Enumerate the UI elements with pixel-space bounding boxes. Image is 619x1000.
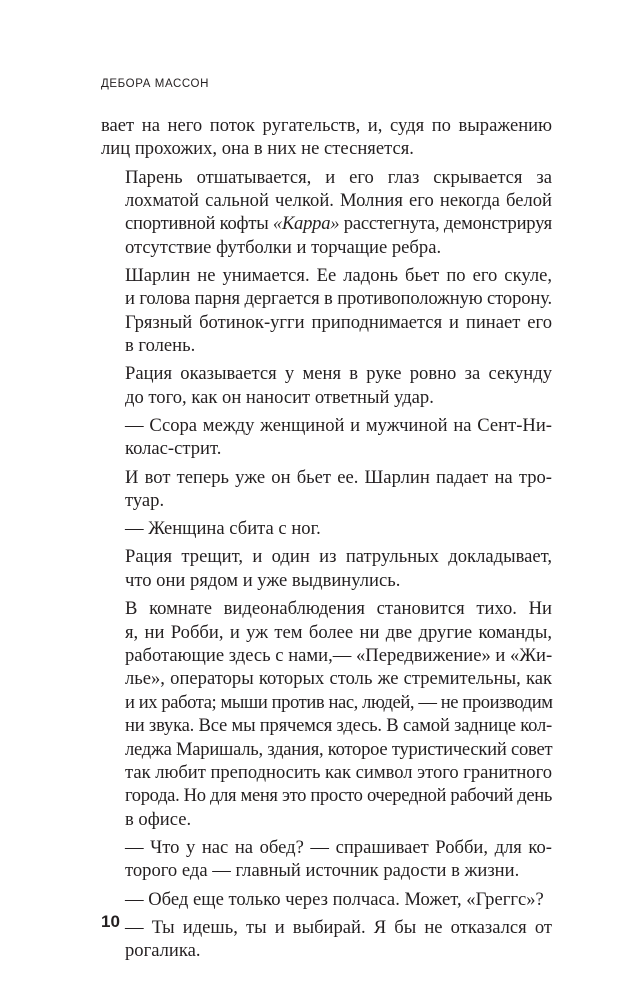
text-line: Парень отшатывается, и его глаз скрывается за	[125, 166, 552, 188]
paragraph	[101, 888, 552, 911]
text-line: города. Но для меня это просто очередной рабочий день	[125, 785, 552, 807]
text-line: — Женщина сбита с ног.	[125, 518, 321, 540]
text-line: ни звука. Все мы прячемся здесь. В самой заднице кол-	[125, 715, 552, 737]
text-line: рогалика.	[125, 940, 201, 962]
text-line: спортивной кофты «Карра» расстегнута, демонстрируя	[125, 213, 552, 235]
text-line: я, ни Робби, и уж тем более ни две другие команды,	[125, 621, 552, 643]
text-line: в голень.	[125, 335, 196, 357]
paragraph	[101, 466, 552, 513]
text-line: в офисе.	[125, 808, 192, 830]
text-line: леджа Маришаль, здания, которое туристический совет	[125, 738, 553, 760]
text-line: и голова парня дергается в противоположную сторону.	[125, 288, 552, 310]
text-line: и их работа; мыши против нас, людей, — не производим	[125, 691, 553, 713]
paragraph	[101, 597, 552, 831]
text-line: Грязный ботинок-угги приподнимается и пинает его	[125, 311, 552, 333]
text-line: лохматой сальной челкой. Молния его некогда белой	[125, 190, 552, 212]
text-line: работающие здесь с нами,— «Передвижение» и «Жи-	[125, 644, 553, 666]
text-line: торого еда — главный источник радости в жизни.	[125, 860, 520, 882]
text-line: И вот теперь уже он бьет ее. Шарлин падает на тро-	[125, 466, 552, 488]
text-line: лье», операторы которых столь же стремительны, как	[125, 668, 552, 690]
text-line: лиц прохожих, она в них не стесняется.	[101, 138, 414, 160]
body-text	[101, 114, 552, 967]
text-line: Рация трещит, и один из патрульных докладывает,	[125, 546, 552, 568]
text-line: — Ссора между женщиной и мужчиной на Сент-Ни-	[125, 415, 552, 437]
paragraph	[101, 916, 552, 963]
paragraph	[101, 414, 552, 461]
running-head: ДЕБОРА МАССОН	[101, 78, 209, 90]
text-line: Рация оказывается у меня в руке ровно за секунду	[125, 363, 552, 385]
paragraph	[101, 836, 552, 883]
paragraph	[101, 264, 552, 358]
text-line: В комнате видеонаблюдения становится тихо. Ни	[125, 598, 552, 620]
text-line: до того, как он наносит ответный удар.	[125, 386, 434, 408]
text-line: что они рядом и уже выдвинулись.	[125, 569, 401, 591]
text-line: отсутствие футболки и торчащие ребра.	[125, 236, 442, 258]
text-line: — Обед еще только через полчаса. Может, «Греггс»?	[125, 888, 544, 910]
text-line: туар.	[125, 490, 165, 512]
text-line: — Ты идешь, ты и выбирай. Я бы не отказался от	[125, 916, 552, 938]
paragraph	[101, 545, 552, 592]
text-line: так любит преподносить как символ этого гранитного	[125, 761, 552, 783]
paragraph	[101, 362, 552, 409]
text-line: Шарлин не унимается. Ее ладонь бьет по его скуле,	[125, 265, 552, 287]
text-line: колас-стрит.	[125, 438, 222, 460]
text-line: — Что у нас на обед? — спрашивает Робби, для ко-	[125, 836, 552, 858]
paragraph	[101, 166, 552, 260]
paragraph	[101, 517, 552, 540]
brand-name: «Карра»	[272, 213, 340, 235]
text-line: вает на него поток ругательств, и, судя по выражению	[101, 115, 552, 136]
paragraph	[101, 114, 552, 161]
page-number: 10	[101, 912, 120, 931]
